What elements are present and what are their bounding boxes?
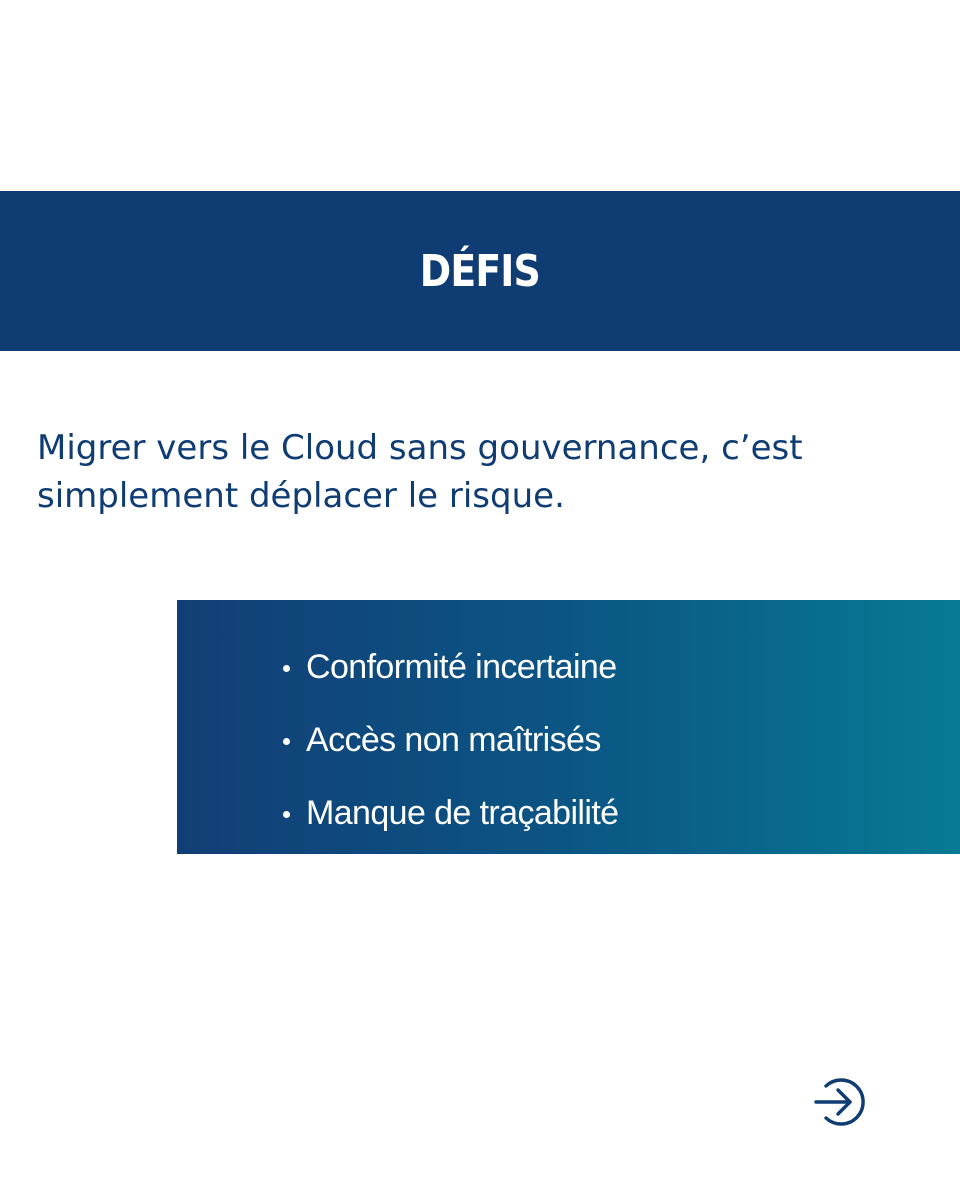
- bullet-icon: [283, 811, 290, 818]
- bullet-icon: [283, 738, 290, 745]
- list-item: [283, 630, 619, 703]
- statement-text: Migrer vers le Cloud sans gouvernance, c’est simplement déplacer le risque.: [37, 428, 803, 516]
- list-item-label: Conformité incertaine: [306, 647, 617, 686]
- challenges-list: [283, 630, 619, 849]
- bullet-icon: [283, 665, 290, 672]
- challenges-panel: [177, 600, 960, 854]
- list-item: [283, 703, 619, 776]
- arrow-right-circle-icon[interactable]: [812, 1074, 866, 1130]
- header-banner: [0, 191, 960, 351]
- list-item: [283, 776, 619, 849]
- page-title: DÉFIS: [419, 245, 541, 297]
- list-item-label: Accès non maîtrisés: [306, 720, 601, 759]
- list-item-label: Manque de traçabilité: [306, 793, 619, 832]
